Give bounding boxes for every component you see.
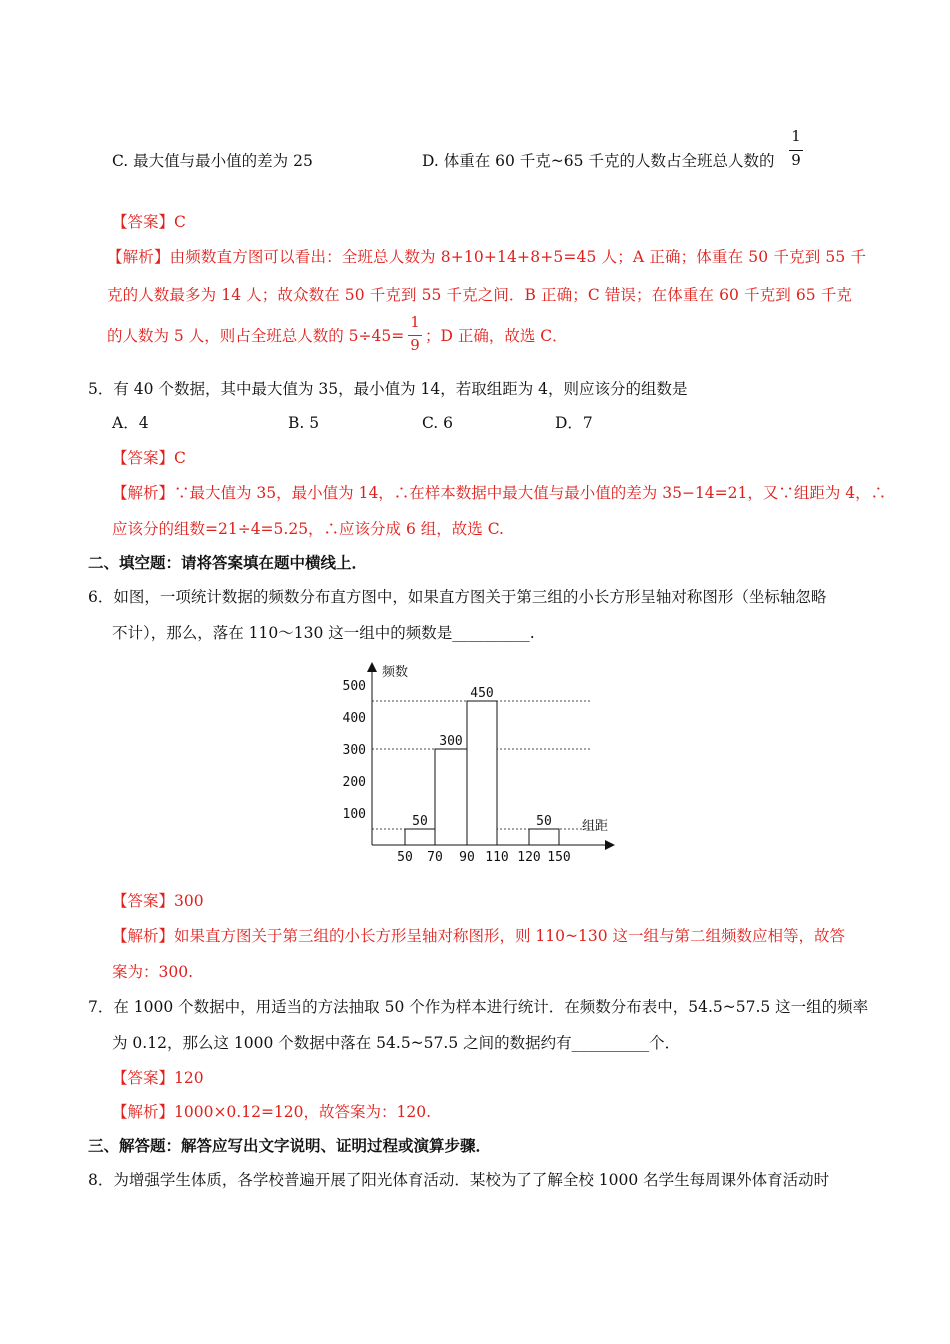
y-tick-label: 300	[342, 743, 366, 758]
q4-analysis-line-2: 克的人数最多为 14 人；故众数在 50 千克到 55 千克之间．B 正确；C 错误；在体重在 60 千克到 65 千克	[107, 286, 852, 304]
histogram-bar	[405, 829, 435, 845]
x-tick-label: 150	[547, 850, 571, 865]
histogram-bar	[529, 829, 559, 845]
x-axis-arrow	[605, 840, 615, 850]
section-3-title: 三、解答题：解答应写出文字说明、证明过程或演算步骤．	[88, 1136, 492, 1155]
q5-stem: 5．有 40 个数据，其中最大值为 35，最小值为 14，若取组距为 4，则应该分的组数是	[88, 380, 688, 398]
q4-analysis-line-3a: 的人数为 5 人，则占全班总人数的 5÷45=	[107, 327, 405, 345]
q5-option-b: B. 5	[288, 414, 320, 432]
bar-value-label: 50	[412, 814, 428, 829]
q6-histogram	[330, 660, 620, 870]
q6-stem-line-2: 不计），那么，落在 110～130 这一组中的频数是__________.	[112, 624, 535, 642]
q4-option-d-fraction-denominator: 9	[791, 151, 801, 169]
q4-analysis-fraction-numerator: 1	[410, 313, 420, 331]
x-tick-label: 120	[517, 850, 541, 865]
q4-option-d-fraction-numerator: 1	[791, 127, 801, 145]
q4-answer: 【答案】C	[112, 213, 186, 231]
y-tick-label: 100	[342, 807, 366, 822]
q7-answer: 【答案】120	[112, 1069, 204, 1087]
q6-answer: 【答案】300	[112, 892, 204, 910]
q4-analysis-fraction-denominator: 9	[410, 336, 420, 354]
q5-option-c: C. 6	[422, 414, 454, 432]
bar-value-label: 450	[470, 686, 494, 701]
histogram-svg	[330, 660, 620, 870]
q5-analysis-line-1: 【解析】∵最大值为 35，最小值为 14，∴在样本数据中最大值与最小值的差为 35−14=21，又∵组距为 4，∴	[112, 484, 887, 502]
y-axis-label: 频数	[382, 665, 409, 680]
q6-analysis-line-2: 案为：300.	[112, 963, 194, 981]
q8-stem-line-1: 8．为增强学生体质，各学校普遍开展了阳光体育活动．某校为了了解全校 1000 名学生每周课外体育活动时	[88, 1171, 830, 1189]
histogram-bar	[467, 701, 497, 845]
section-2-title: 二、填空题：请将答案填在题中横线上．	[88, 553, 368, 572]
histogram-bar	[435, 749, 467, 845]
q4-option-d: D. 体重在 60 千克~65 千克的人数占全班总人数的	[422, 152, 775, 170]
q7-stem-line-1: 7．在 1000 个数据中，用适当的方法抽取 50 个作为样本进行统计．在频数分布表中，54.5~57.5 这一组的频率	[88, 998, 869, 1016]
q6-analysis-line-1: 【解析】如果直方图关于第三组的小长方形呈轴对称图形，则 110~130 这一组与第二组频数应相等，故答	[112, 927, 846, 945]
y-tick-label: 200	[342, 775, 366, 790]
q6-stem-line-1: 6．如图，一项统计数据的频数分布直方图中，如果直方图关于第三组的小长方形呈轴对称图形（坐标轴忽略	[88, 588, 827, 606]
x-tick-label: 90	[459, 850, 475, 865]
q4-option-c: C. 最大值与最小值的差为 25	[112, 152, 313, 170]
y-tick-label: 500	[342, 679, 366, 694]
q4-analysis-line-3b: ；D 正确，故选 C．	[425, 327, 568, 345]
y-axis-arrow	[367, 662, 377, 672]
y-tick-label: 400	[342, 711, 366, 726]
bar-value-label: 50	[536, 814, 552, 829]
q5-option-a: A．4	[112, 414, 149, 432]
x-axis-label: 组距	[582, 819, 609, 834]
q5-answer: 【答案】C	[112, 449, 186, 467]
bar-value-label: 300	[439, 734, 463, 749]
q5-option-d: D．7	[555, 414, 593, 432]
q5-analysis-line-2: 应该分的组数=21÷4=5.25，∴应该分成 6 组，故选 C.	[112, 520, 504, 538]
x-tick-label: 110	[485, 850, 509, 865]
q7-analysis: 【解析】1000×0.12=120，故答案为：120.	[112, 1103, 432, 1121]
q4-analysis-line-1: 【解析】由频数直方图可以看出：全班总人数为 8+10+14+8+5=45 人；A 正确；体重在 50 千克到 55 千	[107, 248, 867, 266]
x-tick-label: 50	[397, 850, 413, 865]
x-tick-label: 70	[427, 850, 443, 865]
q7-stem-line-2: 为 0.12，那么这 1000 个数据中落在 54.5~57.5 之间的数据约有__________个．	[112, 1034, 681, 1052]
